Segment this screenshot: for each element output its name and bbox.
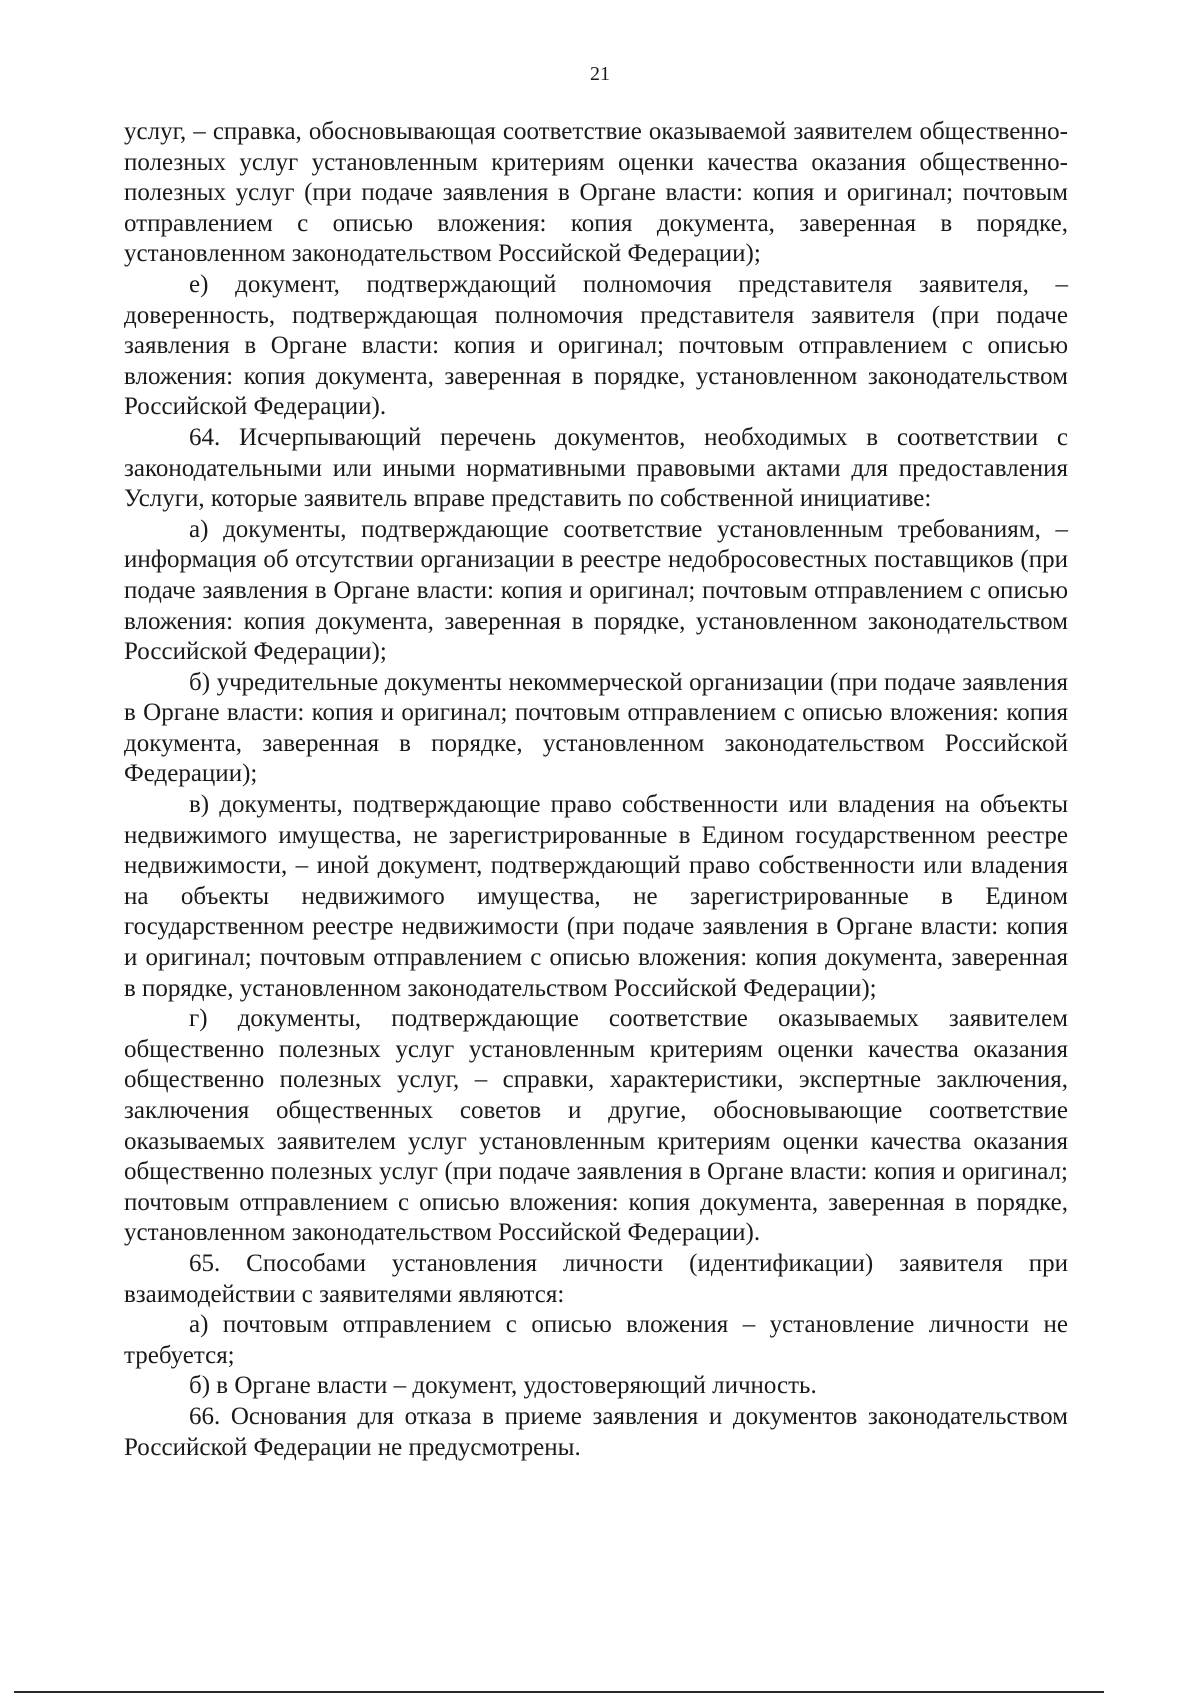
paragraph-64-item-b: б) учредительные документы некоммерческой организации (при подаче заявления в Органе власти: копия и оригинал; почтовым отправлением с описью вложения: копия документа, заверенная в порядке, установленном законодательством Российской Федерации);: [124, 668, 1068, 788]
paragraph-65-item-a: а) почтовым отправлением с описью вложения – установление личности не требуется;: [124, 1311, 1068, 1369]
paragraph-66: 66. Основания для отказа в приеме заявления и документов законодательством Российской Федерации не предусмотрены.: [124, 1402, 1068, 1461]
paragraph-64-item-v: в) документы, подтверждающие право собственности или владения на объекты недвижимого имущества, не зарегистрированные в Едином государственном реестре недвижимости, – иной документ, подтверждающий право собственности или владения на объекты недвижимого имущества, не зарегистрированные в Едином государственном реестре недвижимости (при подаче заявления в Органе власти: копия и оригинал; почтовым отправлением с описью вложения: копия документа, заверенная в порядке, установленном законодательством Российской Федерации);: [124, 791, 1068, 1002]
paragraph-65: 65. Способами установления личности (идентификации) заявителя при взаимодействии с заявителями являются:: [124, 1249, 1068, 1308]
paragraph-64: 64. Исчерпывающий перечень документов, необходимых в соответствии с законодательными или иными нормативными правовыми актами для предоставления Услуги, которые заявитель вправе представить по собственной инициативе:: [124, 423, 1068, 513]
paragraph-65-item-b: б) в Органе власти – документ, удостоверяющий личность.: [189, 1372, 817, 1400]
page-number: 21: [590, 63, 610, 85]
paragraph-item-e: е) документ, подтверждающий полномочия представителя заявителя, – доверенность, подтверждающая полномочия представителя заявителя (при подаче заявления в Органе власти: копия и оригинал; почтовым отправлением с описью вложения: копия документа, заверенная в порядке, установленном законодательством Российской Федерации).: [124, 270, 1068, 421]
paragraph-uslug-continuation: услуг, – справка, обосновывающая соответствие оказываемой заявителем общественно-полезных услуг установленным критериям оценки качества оказания общественно-полезных услуг (при подаче заявления в Органе власти: копия и оригинал; почтовым отправлением с описью вложения: копия документа, заверенная в порядке, установленном законодательством Российской Федерации);: [124, 118, 1068, 268]
paragraph-64-item-a: а) документы, подтверждающие соответствие установленным требованиям, – информация об отсутствии организации в реестре недобросовестных поставщиков (при подаче заявления в Органе власти: копия и оригинал; почтовым отправлением с описью вложения: копия документа, заверенная в порядке, установленном законодательством Российской Федерации);: [124, 515, 1068, 666]
paragraph-64-item-g: г) документы, подтверждающие соответствие оказываемых заявителем общественно полезных услуг установленным критериям оценки качества оказания общественно полезных услуг, – справки, характеристики, экспертные заключения, заключения общественных советов и другие, обосновывающие соответствие оказываемых заявителем услуг установленным критериям оценки качества оказания общественно полезных услуг (при подаче заявления в Органе власти: копия и оригинал; почтовым отправлением с описью вложения: копия документа, заверенная в порядке, установленном законодательством Российской Федерации).: [124, 1005, 1068, 1247]
bottom-rule: [14, 1691, 1104, 1693]
document-body: [124, 117, 1068, 1463]
